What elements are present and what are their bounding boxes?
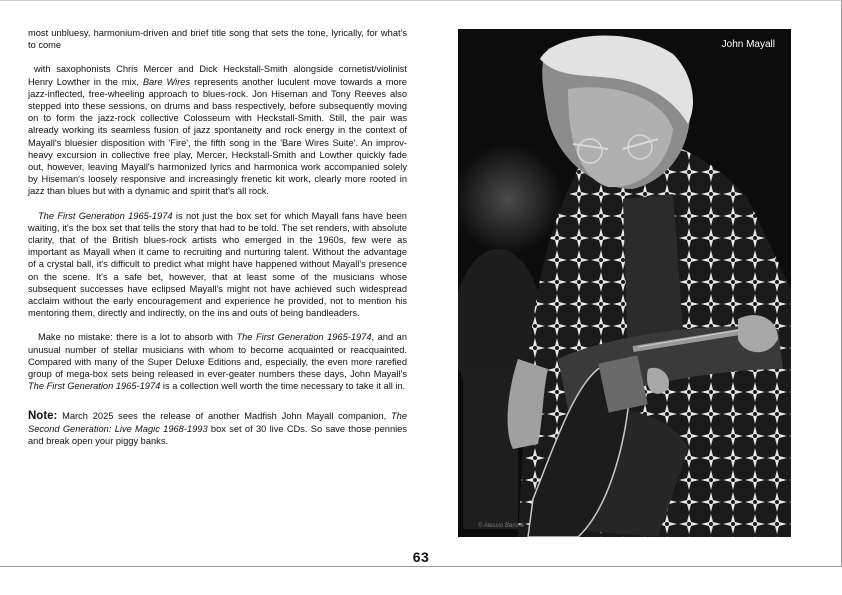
- paragraph-4-text-c: is a collection well worth the time necessary to take it all in.: [160, 381, 406, 392]
- note-label: Note:: [28, 410, 58, 423]
- top-edge: [0, 0, 842, 1]
- box-set-title-3: The First Generation 1965-1974: [28, 381, 161, 392]
- paragraph-1-text: most unbluesy, harmonium-driven and brief title song that sets the tone, lyrically, for what's to come: [28, 28, 407, 51]
- note-text-b: box set of 30 live CDs. So save those pennies and break open your piggy banks.: [28, 423, 407, 446]
- photo-caption: John Mayall: [721, 39, 775, 50]
- bottom-page-edge: [0, 566, 842, 567]
- article-text-column: [28, 27, 407, 459]
- box-set-title: The First Generation 1965-1974: [38, 210, 173, 221]
- paragraph-2-text-b: represents another luculent move towards a more jazz-inflected, free-wheeling approach to blues-rock. Jon Hiseman and Tony Reeves also stepped into these sessions, on drums and bass respectively, before subsequently moving on to form the jazz-rock collective Colosseum with Heckstall-Smith. Still, the pair was already working its seamless fusion of jazz spontaneity and rock energy in the context of Mayall's bluesier disposition with 'Fire', the fifth song in the 'Bare Wires Suite'. An improv-heavy excursion in collective free play, Mercer, Heckstall-Smith and Lowther quickly fade out, however, leaving Mayall's harmonized lyrics and harmonica work accompanied solely by Hiseman's loosely responsive and increasingly frenetic kit work, clearly more rooted in jazz than blues but with a dynamic and spirit that's all rock.: [28, 76, 407, 197]
- john-mayall-photo: [458, 29, 791, 537]
- note-text-a: March 2025 sees the release of another Madfish John Mayall companion,: [57, 411, 391, 422]
- paragraph-3-text: is not just the box set for which Mayall fans have been waiting, it's the box set that tells the story that had to be told. The set renders, with absolute clarity, that of the British blues-rock artists who emerged in the 1960s, few were as important as Mayall when it came to recruiting and nurturing talent. Without the advantage of a crystal ball, it's difficult to predict what might have happened without Mayall's presence on the scene. It's a safe bet, however, that at least some of the musicians whose subsequent successes have eclipsed Mayall's might not have achieved such widespread acclaim without the early encouragement and experience he provided, not to mention his mentoring them, directly and indirectly, on the ins and outs of being bandleaders.: [28, 210, 407, 319]
- note-paragraph: [28, 410, 407, 447]
- paragraph-4: [28, 331, 407, 392]
- paragraph-2-text-a: with saxophonists Chris Mercer and Dick Heckstall-Smith alongside cornetist/violinist Henry Lowther in the mix,: [28, 64, 407, 87]
- album-title-bare-wires: Bare Wires: [142, 76, 191, 87]
- paragraph-4-text-a: Make no mistake: there is a lot to absorb with: [38, 332, 237, 343]
- second-generation-title: The Second Generation: Live Magic 1968-1993: [28, 411, 407, 434]
- paragraph-2: [28, 63, 407, 197]
- page-number: 63: [412, 549, 430, 565]
- paragraph-1: [28, 27, 407, 51]
- box-set-title-2: The First Generation 1965-1974: [236, 332, 372, 343]
- paragraph-4-text-b: , and an unusual number of stellar musicians with whom to become acquainted or reacquainted. Compared with many of the Super Deluxe Editions and, especially, the even more rarefied group of mega-box sets being released in ever-geater numbers these days, John Mayall's: [28, 332, 407, 380]
- photo-credit: © Alessio Barone: [478, 523, 525, 529]
- photo-illustration: [458, 29, 791, 537]
- paragraph-3: [28, 210, 407, 320]
